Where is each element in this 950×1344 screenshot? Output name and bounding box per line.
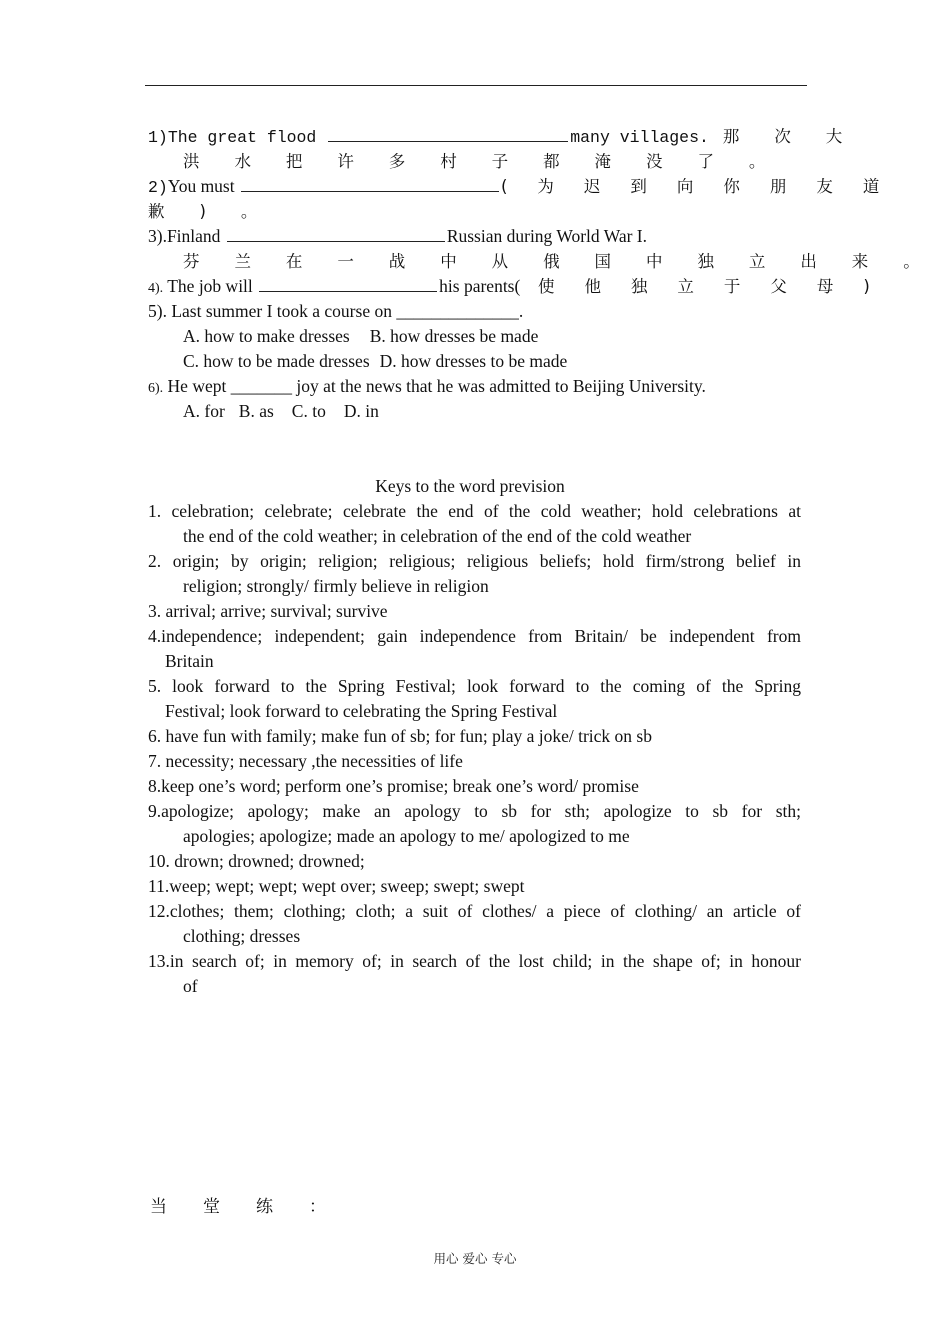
question-3: 3).Finland Russian during World War I. [148, 226, 648, 246]
option-c: C. how to be made dresses [183, 351, 370, 371]
key-2-cont: religion; strongly/ firmly believe in religion [183, 576, 489, 596]
option-a: A. for [183, 401, 225, 421]
practice-label: 当 堂 练 ： [150, 1197, 342, 1217]
key-4-cont: Britain [165, 651, 214, 671]
key-12-cont: clothing; dresses [183, 926, 301, 946]
key-7: 7. necessity; necessary ,the necessities of life [148, 751, 463, 771]
key-13-cont: of [183, 976, 198, 996]
option-b: B. how dresses be made [369, 326, 539, 346]
key-3: 3. arrival; arrive; survival; survive [148, 601, 388, 621]
key-6: 6. have fun with family; make fun of sb; for fun; play a joke/ trick on sb [148, 726, 652, 746]
key-1-cont: the end of the cold weather; in celebration of the end of the cold weather [183, 526, 692, 546]
header-rule [145, 85, 807, 86]
key-10: 10. drown; drowned; drowned; [148, 851, 365, 871]
answer-blank [328, 124, 568, 142]
key-13: 13.in search of; in memory of; in search of the lost child; in the shape of; in honour [148, 951, 801, 971]
question-1: 1)The great flood many villages. 那 次 大 [148, 124, 857, 150]
option-c: C. to [291, 401, 326, 421]
keys-title: Keys to the word prevision [375, 476, 565, 496]
answer-blank [241, 174, 499, 192]
option-b: B. as [238, 401, 274, 421]
key-11: 11.weep; wept; wept; wept over; sweep; swept; swept [148, 876, 525, 896]
question-3-translation: 芬 兰 在 一 战 中 从 俄 国 中 独 立 出 来 。 [183, 252, 935, 271]
key-8: 8.keep one’s word; perform one’s promise; break one’s word/ promise [148, 776, 639, 796]
key-2: 2. origin; by origin; religion; religious; religious beliefs; hold firm/strong belief in [148, 551, 801, 571]
key-9: 9.apologize; apology; make an apology to sb for sth; apologize to sb for sth; [148, 801, 801, 821]
page-footer: 用心 爱心 专心 [433, 1251, 517, 1266]
question-1-translation: 洪 水 把 许 多 村 子 都 淹 没 了 。 [183, 152, 781, 171]
option-d: D. how dresses to be made [379, 351, 568, 371]
question-5-options-ab [183, 324, 538, 349]
question-5-options-cd [183, 349, 567, 374]
question-2: 2)You must ( 为 迟 到 向 你 朋 友 道 [148, 176, 892, 197]
key-4: 4.independence; independent; gain independence from Britain/ be independent from [148, 626, 801, 646]
question-6: 6). He wept _______ joy at the news that he was admitted to Beijing University. [148, 376, 706, 396]
key-5-cont: Festival; look forward to celebrating the Spring Festival [165, 701, 558, 721]
key-1: 1. celebration; celebrate; celebrate the end of the cold weather; hold celebrations at [148, 501, 801, 521]
question-4: 4). The job will his parents( 使 他 独 立 于 父 母 ) [148, 276, 883, 296]
answer-blank [227, 224, 445, 242]
option-a: A. how to make dresses [183, 326, 350, 346]
key-9-cont: apologies; apologize; made an apology to me/ apologized to me [183, 826, 630, 846]
question-5: 5). Last summer I took a course on ______________. [148, 301, 524, 321]
answer-blank [259, 274, 437, 292]
option-d: D. in [343, 401, 379, 421]
question-6-options [183, 399, 379, 424]
question-2-translation: 歉 ) 。 [148, 202, 273, 221]
key-5: 5. look forward to the Spring Festival; look forward to the coming of the Spring [148, 676, 801, 696]
key-12: 12.clothes; them; clothing; cloth; a suit of clothes/ a piece of clothing/ an article of [148, 901, 801, 921]
